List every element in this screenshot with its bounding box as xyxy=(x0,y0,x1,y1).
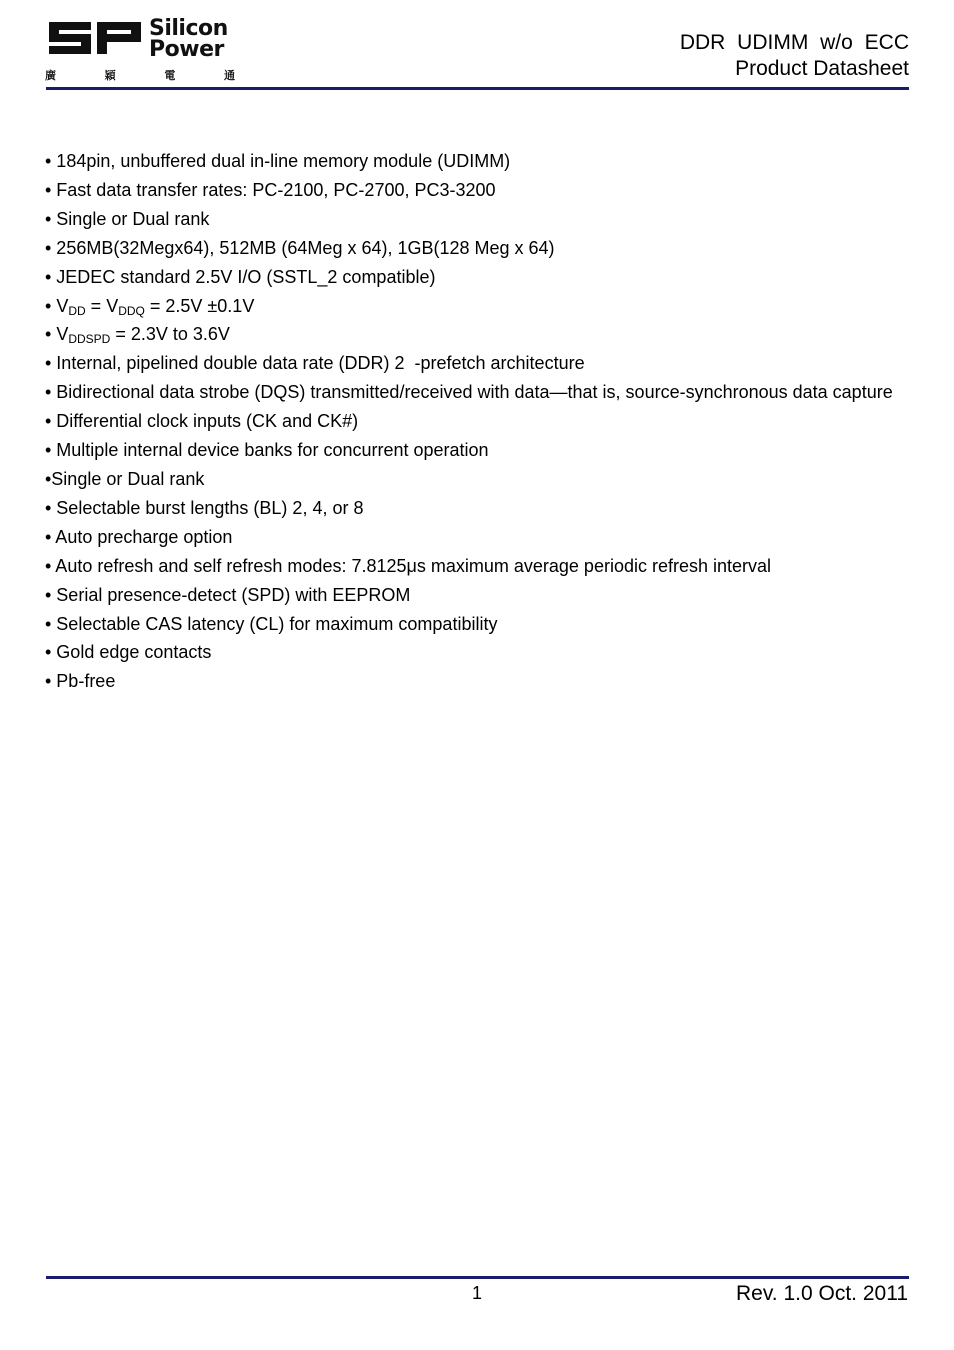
feature-item: • Differential clock inputs (CK and CK#) xyxy=(45,411,359,432)
feature-item-vdd xyxy=(45,292,905,321)
header-rule xyxy=(46,87,909,90)
vdd-value: = 2.5V ±0.1V xyxy=(144,295,255,316)
logo-cjk-char: 電 xyxy=(164,69,176,82)
equals: = xyxy=(85,295,107,316)
logo-wordmark xyxy=(149,18,228,60)
sp-logo-mark-icon xyxy=(45,18,145,58)
logo-cjk-name xyxy=(45,67,235,83)
logo-cjk-char: 通 xyxy=(223,69,235,82)
document-title-line2: Product Datasheet xyxy=(735,57,909,80)
feature-item: • Single or Dual rank xyxy=(45,208,210,229)
vddq-subscript: DDQ xyxy=(118,303,145,318)
feature-item: • 184pin, unbuffered dual in-line memory module (UDIMM) xyxy=(45,151,511,171)
feature-item: • Gold edge contacts xyxy=(45,642,212,663)
vddspd-subscript: DDSPD xyxy=(68,332,111,347)
footer-rule xyxy=(46,1276,909,1279)
document-title xyxy=(680,30,909,82)
vdd-subscript: DD xyxy=(68,303,86,318)
feature-item: • Multiple internal device banks for concurrent operation xyxy=(45,440,489,461)
logo-name-line1: Silicon xyxy=(149,16,228,41)
logo-name-line2: Power xyxy=(149,37,224,62)
feature-item: • Internal, pipelined double data rate (DDR) 2 -prefetch architecture xyxy=(45,353,585,374)
feature-item: •Single or Dual rank xyxy=(45,468,205,489)
silicon-power-logo xyxy=(45,18,237,84)
feature-item-vddspd xyxy=(45,320,905,349)
feature-item: • Serial presence-detect (SPD) with EEPROM xyxy=(45,584,411,605)
revision-label: Rev. 1.0 Oct. 2011 xyxy=(736,1282,908,1305)
vddq-symbol: V xyxy=(106,295,119,316)
vdd-symbol: V xyxy=(56,295,69,316)
feature-item: • Auto refresh and self refresh modes: 7.8125μs maximum average periodic refresh interval xyxy=(45,555,772,576)
feature-item: • 256MB(32Megx64), 512MB (64Meg x 64), 1GB(128 Meg x 64) xyxy=(45,237,555,258)
bullet: • xyxy=(45,295,57,316)
feature-item: • Pb-free xyxy=(45,671,116,692)
feature-item: • Selectable CAS latency (CL) for maximum compatibility xyxy=(45,613,498,634)
feature-item: • Bidirectional data strobe (DQS) transmitted/received with data—that is, source-synchronous data capture xyxy=(45,382,893,403)
feature-item: • Fast data transfer rates: PC-2100, PC-2700, PC3-3200 xyxy=(45,179,496,200)
logo-cjk-char: 廣 xyxy=(45,69,56,82)
page-number: 1 xyxy=(471,1283,482,1303)
vddspd-symbol: V xyxy=(56,324,69,345)
vddspd-value: = 2.3V to 3.6V xyxy=(110,324,230,345)
feature-item: • JEDEC standard 2.5V I/O (SSTL_2 compatible) xyxy=(45,266,436,287)
feature-item: • Auto precharge option xyxy=(45,526,233,547)
bullet: • xyxy=(45,324,57,345)
document-title-line1: DDR UDIMM w/o ECC xyxy=(679,31,909,54)
feature-item: • Selectable burst lengths (BL) 2, 4, or 8 xyxy=(45,497,364,518)
feature-list xyxy=(45,147,905,696)
logo-cjk-char: 穎 xyxy=(104,69,116,82)
